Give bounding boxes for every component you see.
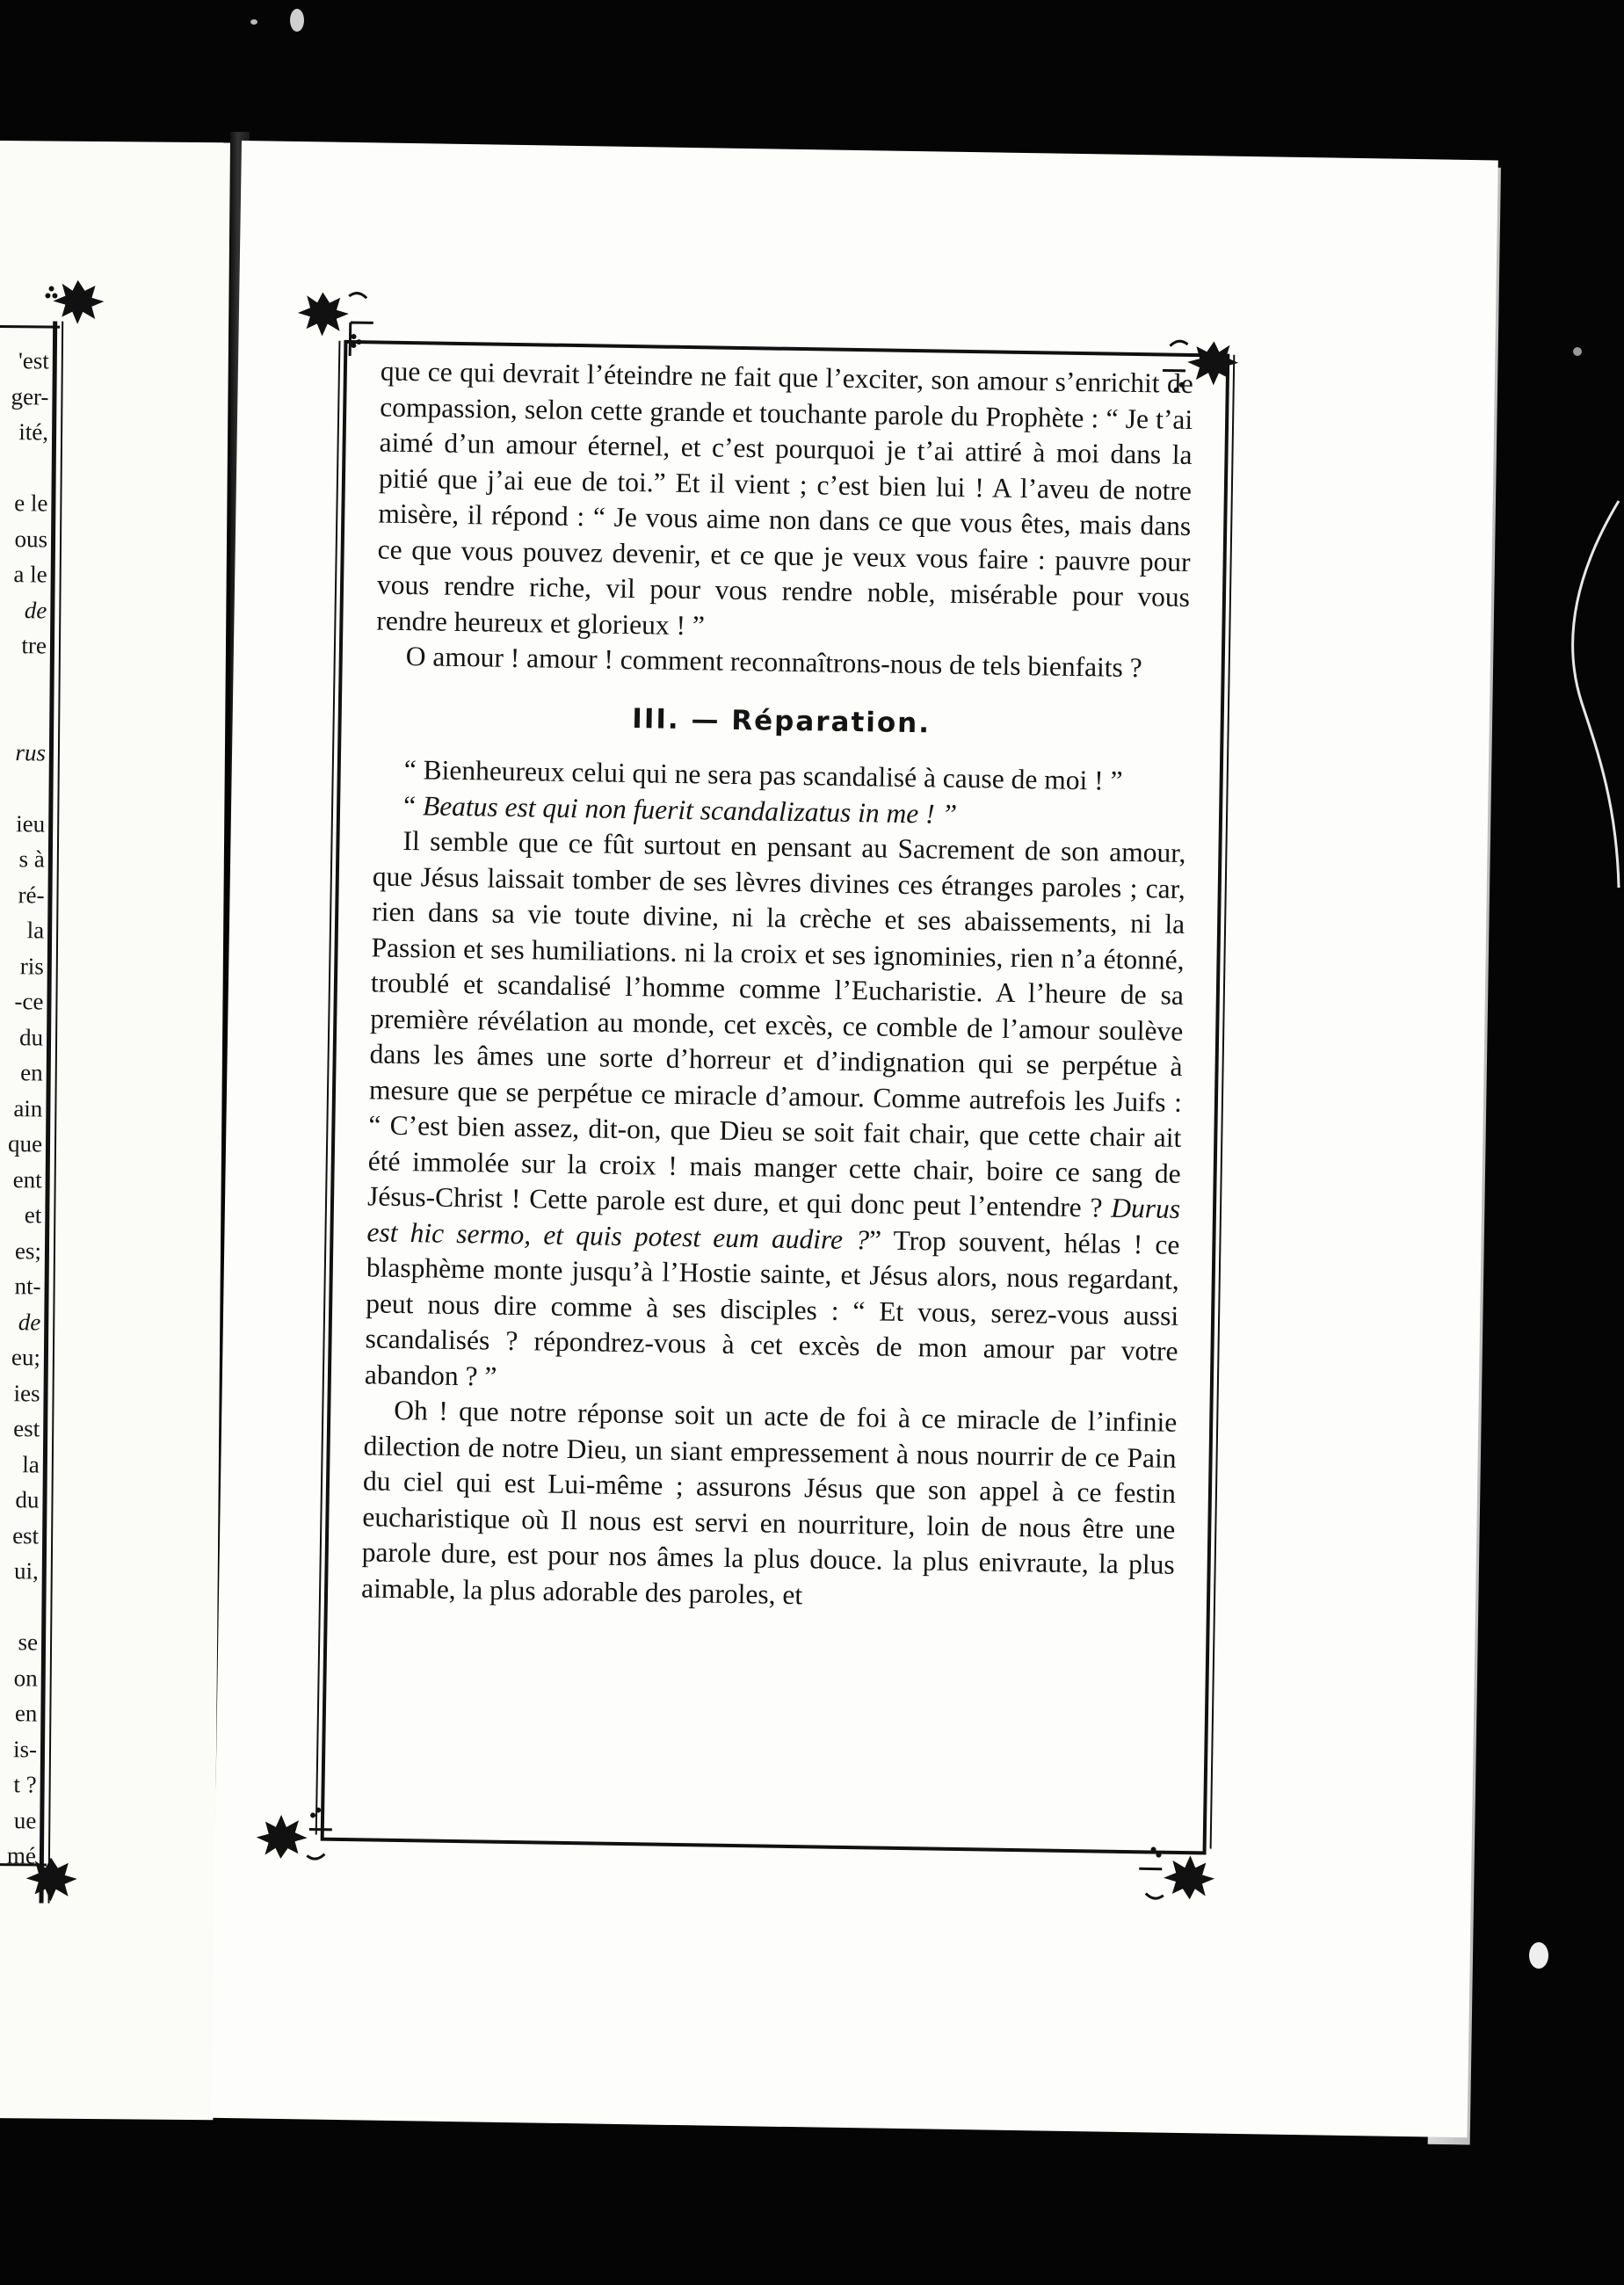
body-1-end: ” Trop souvent, hélas ! ce blasphème monte jusqu’à l’Hostie sainte, et Jésus alors, nous regardant, peut nous dire comme à ses disciples : “ Et vous, serez-vous aussi scandalisés ? répondrez-vous à cet excès de mon amour par votre abandon ? ” [364, 1223, 1180, 1392]
left-line-fragment: e le [14, 490, 48, 517]
vine-leaf-ornament-icon [42, 272, 113, 335]
section-heading: III. — Réparation. [632, 702, 932, 739]
vine-leaf-ornament-icon [15, 1850, 86, 1912]
left-line-fragment: on [13, 1664, 38, 1691]
left-line-fragment: en [14, 1700, 38, 1727]
left-line-fragment: ieu [16, 809, 46, 837]
dust-speck [1529, 1942, 1548, 1969]
left-line-fragment: de [18, 1308, 41, 1335]
quote-french: “ Bienheureux celui qui ne sera pas scandalisé à cause de moi ! ” [403, 753, 1123, 796]
left-line-fragment: rus [15, 738, 47, 765]
paragraph-eucharist [365, 823, 1186, 1404]
left-line-fragment: en [20, 1059, 43, 1086]
left-line-fragment: is- [12, 1735, 38, 1762]
left-line-fragment: es; [14, 1237, 42, 1264]
left-line-fragment: ain [13, 1094, 43, 1121]
body-1-latin: Durus est hic sermo, et quis potest eum audire ? [366, 1192, 1181, 1255]
dust-speck [290, 9, 304, 32]
left-line-fragment: ris [19, 952, 44, 979]
left-line-fragment: ent [12, 1165, 42, 1193]
left-line-fragment: 'est [18, 347, 49, 374]
left-line-fragment: -ce [14, 988, 44, 1015]
left-line-fragment: ous [14, 525, 48, 552]
dust-speck [1573, 347, 1582, 356]
body-1-text: Il semble que ce fût surtout en pensant au Sacrement de son amour, que Jésus laissait tomber de ses lèvres divines ces étranges paroles ; car, rien dans sa vie toute divine, ni la crèche et ses abaissements, ni la Passion et ses humiliations. ni la croix et ses ignominies, rien n’a étonné, troublé et scandalisé l’homme comme l’Eucharistie. A l’heure de sa première révélation au monde, cet excès, ce comble de l’amour soulève dans les âmes une sorte d’horreur et d’indignation qui se perpétue à mesure que se perpétue ce miracle d’amour. Comme autrefois les Juifs : “ C’est bien assez, dit-on, que Dieu se soit fait chair, que cette chair ait été immolée sur la croix ! mais manger cette chair, boire ce sang de Jésus-Christ ! Cette parole est dure, et qui donc peut l’entendre ? [366, 824, 1186, 1223]
left-line-fragment: du [15, 1486, 40, 1513]
left-line-fragment: ité, [18, 418, 49, 446]
left-line-fragment: la [26, 917, 45, 944]
left-line-fragment: se [18, 1629, 39, 1656]
left-line-fragment [0, 770, 46, 806]
right-page [211, 141, 1498, 2137]
left-line-fragment: est [13, 1415, 40, 1442]
quote-latin-text: Beatus est qui non fuerit scandalizatus in me ! ” [422, 789, 958, 830]
left-line-fragment: a le [13, 561, 47, 588]
loose-thread [1564, 492, 1624, 896]
left-line-fragment: s à [18, 845, 45, 873]
left-line-fragment: t ? [13, 1771, 37, 1798]
left-line-fragment: ré- [18, 881, 45, 908]
left-line-fragment [0, 663, 47, 699]
left-line-fragment: ue [13, 1806, 37, 1833]
left-line-fragment [0, 1588, 39, 1624]
left-line-fragment: que [7, 1130, 43, 1157]
left-line-fragment: et [24, 1201, 42, 1229]
vine-leaf-ornament-icon [1137, 1833, 1217, 1904]
left-line-fragment: eu; [11, 1344, 41, 1371]
left-line-fragment: la [22, 1450, 40, 1477]
paragraph-continuation: que ce qui devrait l’éteindre ne fait que l’exciter, son amour s’enrichit de compassion, selon cette grande et touchante parole du Prophète : “ Je t’ai aimé d’un amour éternel, et c’est pourquoi je t’ai attiré à moi dans la pitié que j’ai eue de toi.” Et il vient ; c’est bien lui ! A l’aveu de notre misère, il répond : “ Je vous aime non dans ce que vous êtes, mais dans ce que vous pouvez devenir, et ce que je veux vous faire : pauvre pour vous rendre riche, vil pour vous rendre noble, misérable pour vous rendre heureux et glorieux ! ” [376, 355, 1194, 641]
left-line-fragment: nt- [14, 1273, 41, 1300]
left-line-fragment: de [24, 596, 47, 623]
left-page-fragment [0, 141, 230, 2120]
left-line-fragment [0, 449, 48, 485]
page-body-text [361, 354, 1193, 1619]
vine-leaf-ornament-icon [254, 1793, 334, 1864]
dust-speck [250, 19, 257, 25]
left-line-fragment: ies [13, 1379, 40, 1406]
left-line-fragment: ger- [11, 382, 49, 410]
vine-leaf-ornament-icon [295, 287, 375, 358]
left-line-fragment [0, 699, 46, 735]
left-line-fragment: tre [21, 632, 47, 659]
left-line-fragment: du [18, 1023, 44, 1050]
paragraph-exclamation: O amour ! amour ! comment reconnaîtrons-nous de tels bienfaits ? [405, 641, 1142, 684]
left-line-fragment: mé [6, 1842, 37, 1869]
quote-latin-open: “ [402, 789, 424, 821]
left-line-fragment: est [12, 1521, 40, 1549]
paragraph-response: Oh ! que notre réponse soit un acte de foi à ce miracle de l’infinie dilection de notre Dieu, un siant empressement à nous nourrir de ce Pain du ciel qui est Lui-même ; assurons Jésus que son appel à ce festin eucharistique où Il nous est servi en nourriture, loin de nous être une parole dure, est pour nos âmes la plus douce. la plus enivraute, la plus aimable, la plus adorable des paroles, et [360, 1394, 1178, 1610]
left-line-fragment: ui, [13, 1557, 39, 1585]
